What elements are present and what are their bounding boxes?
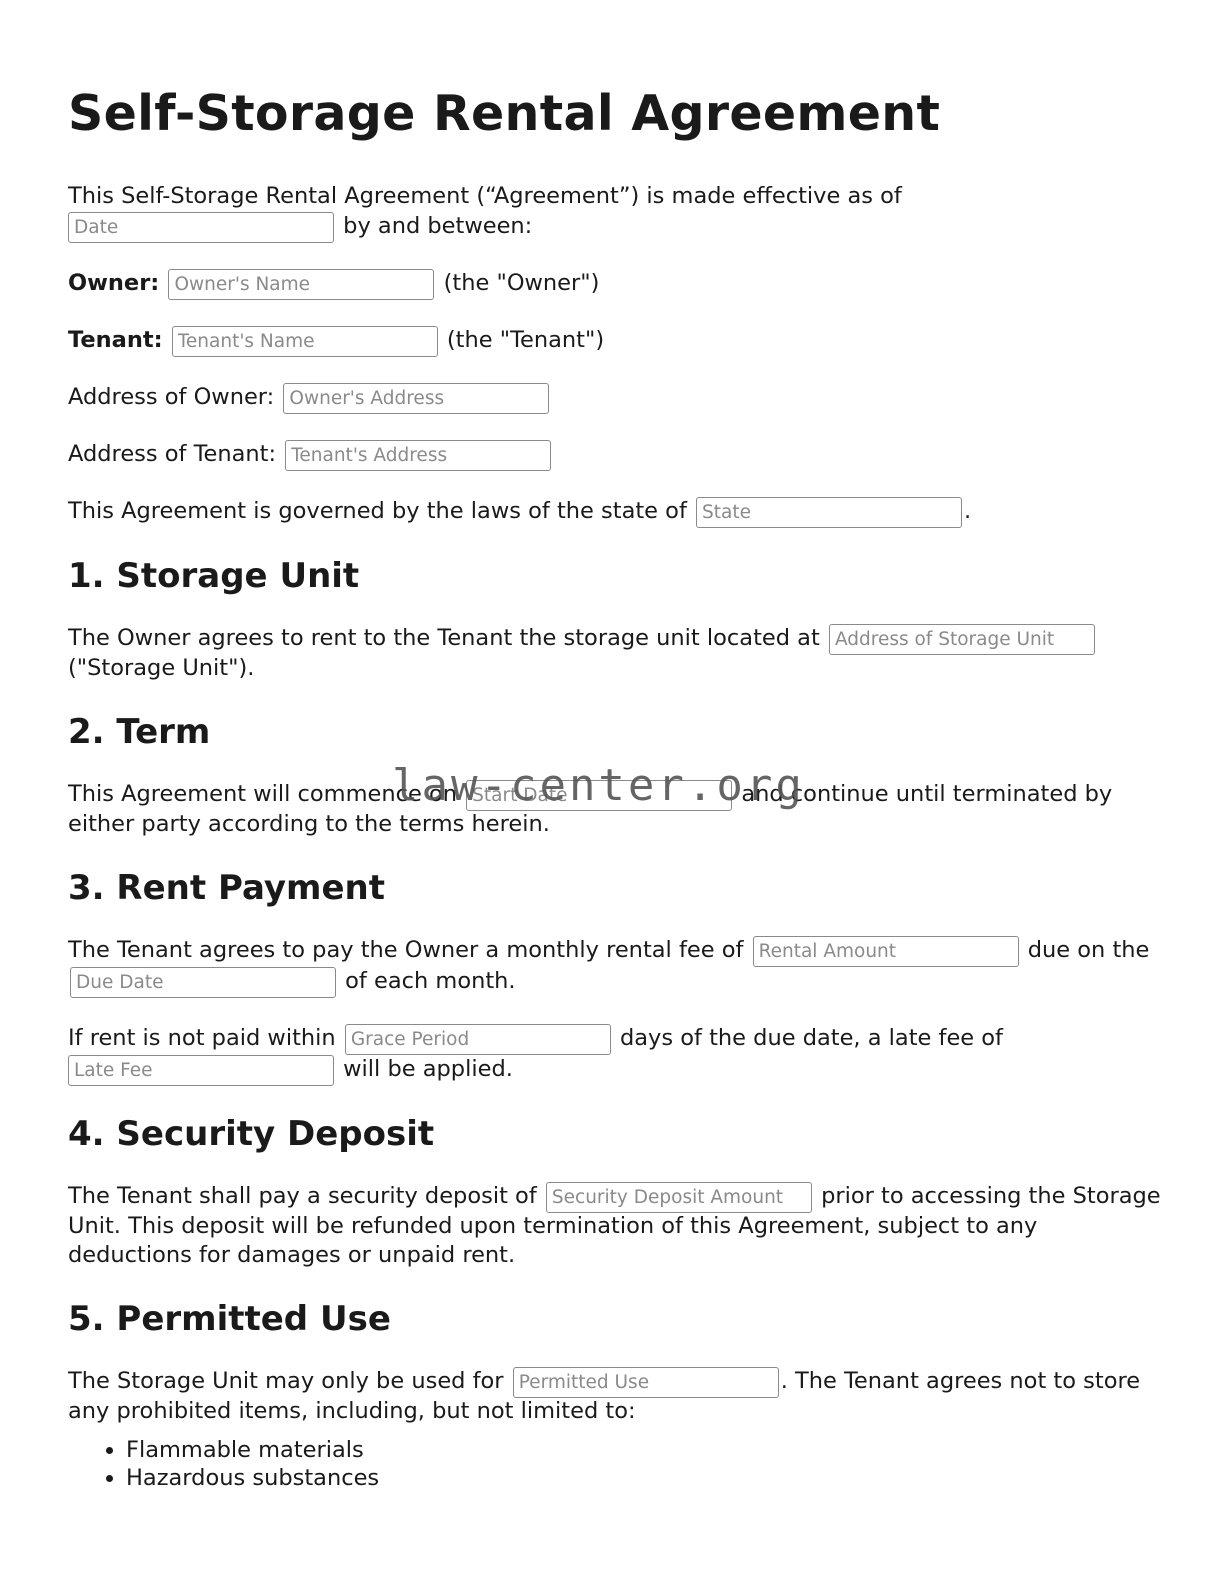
section-heading-rent: 3. Rent Payment [68,868,385,908]
tenant-suffix: (the "Tenant") [446,327,605,353]
intro-text-after: by and between: [343,213,533,239]
owner-name-input[interactable] [168,269,434,300]
list-item: • Flammable materials [126,1436,1168,1464]
effective-date-input[interactable] [68,212,334,243]
tenant-name-input[interactable] [172,326,438,357]
watermark: law-center.org [392,760,805,811]
rental-amount-input[interactable] [753,936,1019,967]
intro-paragraph [68,182,1168,242]
governing-law-text: This Agreement is governed by the laws of the state of [68,498,687,524]
document-page [68,80,1168,1492]
rent-paragraph-2 [68,1023,1168,1085]
owner-suffix: (the "Owner") [443,270,600,296]
use-text-after: . The Tenant agrees not to store any prohibited items, including, but not limited to: [68,1368,1141,1424]
owner-address-label: Address of Owner: [68,384,275,410]
section-heading-use: 5. Permitted Use [68,1299,391,1339]
term-text: This Agreement will commence on [68,781,458,807]
rent-text-after: of each month. [345,968,516,994]
grace-period-input[interactable] [345,1024,611,1055]
owner-label: Owner: [68,270,160,296]
owner-address-row [68,382,1168,413]
tenant-address-row [68,439,1168,470]
storage-unit-paragraph [68,623,1168,683]
late-fee-input[interactable] [68,1055,334,1086]
storage-unit-text-after: ("Storage Unit"). [68,655,255,681]
tenant-label: Tenant: [68,327,163,353]
term-text-after: and continue until terminated by either party according to the terms herein. [68,781,1113,837]
rent-text-middle: due on the [1027,937,1150,963]
tenant-address-label: Address of Tenant: [68,441,277,467]
rent-paragraph-1 [68,935,1168,997]
term-paragraph [68,779,1168,839]
late-fee-text-middle: days of the due date, a late fee of [619,1025,1003,1051]
tenant-address-input[interactable] [285,440,551,471]
rent-text: The Tenant agrees to pay the Owner a monthly rental fee of [68,937,744,963]
page-title: Self-Storage Rental Agreement [68,85,941,142]
deposit-paragraph [68,1181,1168,1270]
state-input[interactable] [696,497,962,528]
start-date-input[interactable] [466,780,732,811]
intro-text: This Self-Storage Rental Agreement (“Agreement”) is made effective as of [68,183,902,209]
permitted-use-input[interactable] [513,1367,779,1398]
section-heading-term: 2. Term [68,712,211,752]
use-paragraph [68,1366,1168,1426]
storage-unit-address-input[interactable] [829,624,1095,655]
governing-law-period: . [964,498,972,524]
late-fee-text: If rent is not paid within [68,1025,336,1051]
due-date-input[interactable] [70,967,336,998]
storage-unit-text: The Owner agrees to rent to the Tenant the storage unit located at [68,625,820,651]
governing-law-row [68,496,1168,527]
security-deposit-input[interactable] [546,1182,812,1213]
owner-address-input[interactable] [283,383,549,414]
deposit-text: The Tenant shall pay a security deposit of [68,1183,537,1209]
list-item: • Hazardous substances [126,1464,1168,1492]
section-heading-deposit: 4. Security Deposit [68,1114,435,1154]
prohibited-items-list [68,1436,1168,1492]
owner-row [68,268,1168,299]
use-text: The Storage Unit may only be used for [68,1368,504,1394]
tenant-row [68,325,1168,356]
deposit-text-after: prior to accessing the Storage Unit. This deposit will be refunded upon termination of this Agreement, subject to any deductions for damages or unpaid rent. [68,1183,1161,1268]
late-fee-text-after: will be applied. [343,1056,513,1082]
section-heading-storage-unit: 1. Storage Unit [68,556,360,596]
